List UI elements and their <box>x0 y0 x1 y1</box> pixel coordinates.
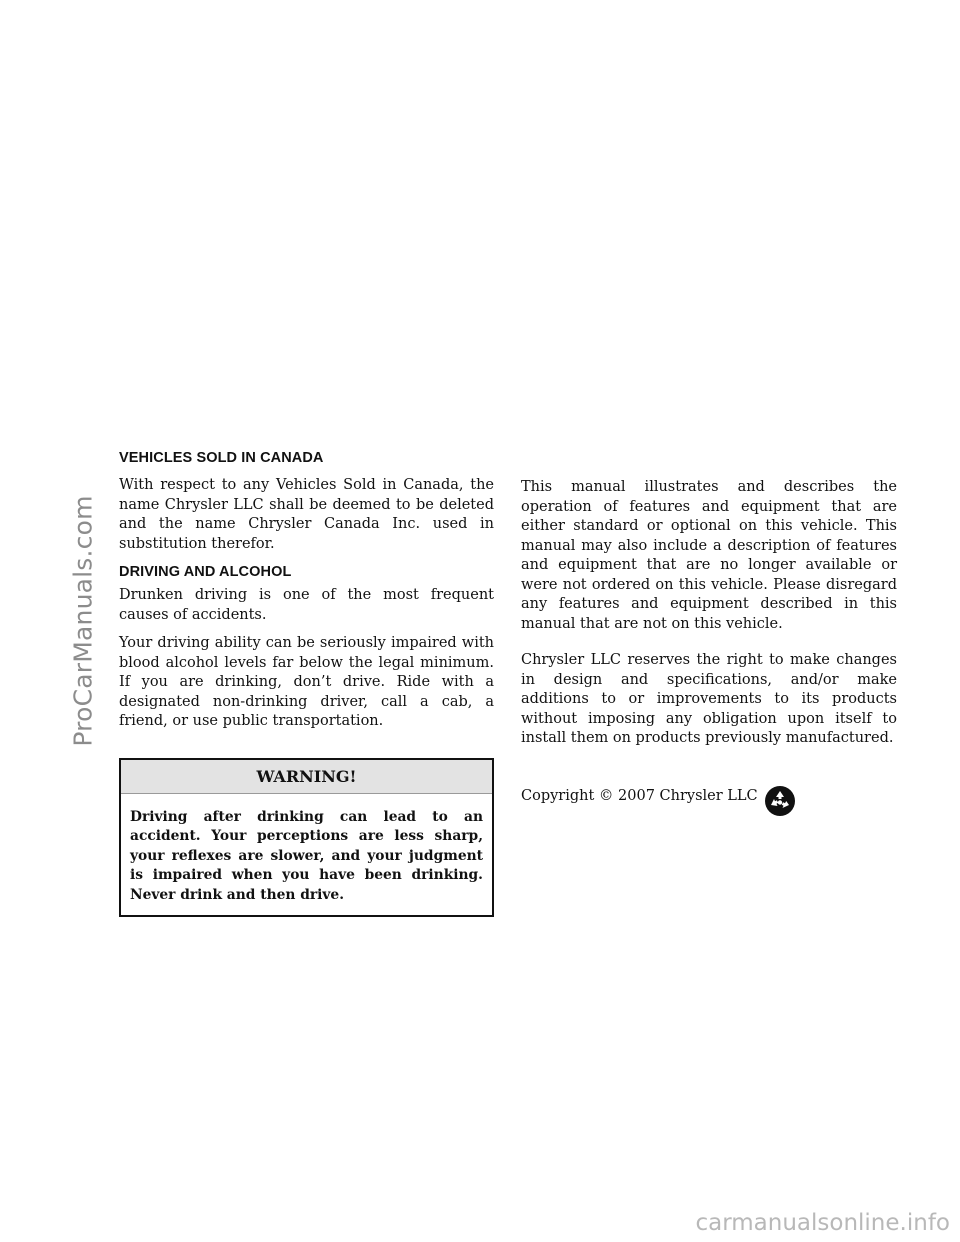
copyright-row <box>521 785 821 825</box>
warning-title: WARNING! <box>121 760 492 794</box>
warning-box <box>119 758 494 918</box>
heading-driving-and-alcohol: DRIVING AND ALCOHOL <box>119 564 292 580</box>
alcohol-paragraph-1: Drunken driving is one of the most frequent causes of accidents. <box>119 587 494 623</box>
heading-vehicles-sold-in-canada: VEHICLES SOLD IN CANADA <box>119 450 324 466</box>
canada-paragraph: With respect to any Vehicles Sold in Canada, the name Chrysler LLC shall be deemed to be deleted and the name Chrysler Canada Inc. used in substitution therefor. <box>119 477 494 552</box>
alcohol-paragraph-2: Your driving ability can be seriously impaired with blood alcohol levels far below the legal minimum. If you are drinking, don’t drive. Ride with a designated non-drinking driver, call a cab, a friend, or use public transportation. <box>119 635 494 729</box>
recycle-icon <box>764 785 796 817</box>
copyright-text: Copyright © 2007 Chrysler LLC <box>521 788 758 804</box>
left-column <box>119 450 494 917</box>
manual-description-paragraph: This manual illustrates and describes the operation of features and equipment that are either standard or optional on this vehicle. This manual may also include a description of features and equipment that are no longer available or were not ordered on this vehicle. Please disregard any features and equipment described in this manual that are not on this vehicle. <box>521 479 897 632</box>
bottom-watermark: carmanualsonline.info <box>695 1210 950 1236</box>
right-column <box>521 478 897 749</box>
warning-text: Driving after drinking can lead to an accident. Your perceptions are less sharp, your reflexes are slower, and your judgment is impaired when you have been drinking. Never drink and then drive. <box>130 808 483 903</box>
reserves-right-paragraph: Chrysler LLC reserves the right to make changes in design and specifications, and/or make additions to or improvements to its products without imposing any obligation upon itself to install them on products previously manufactured. <box>521 652 897 746</box>
side-watermark: ProCarManuals.com <box>68 495 98 747</box>
